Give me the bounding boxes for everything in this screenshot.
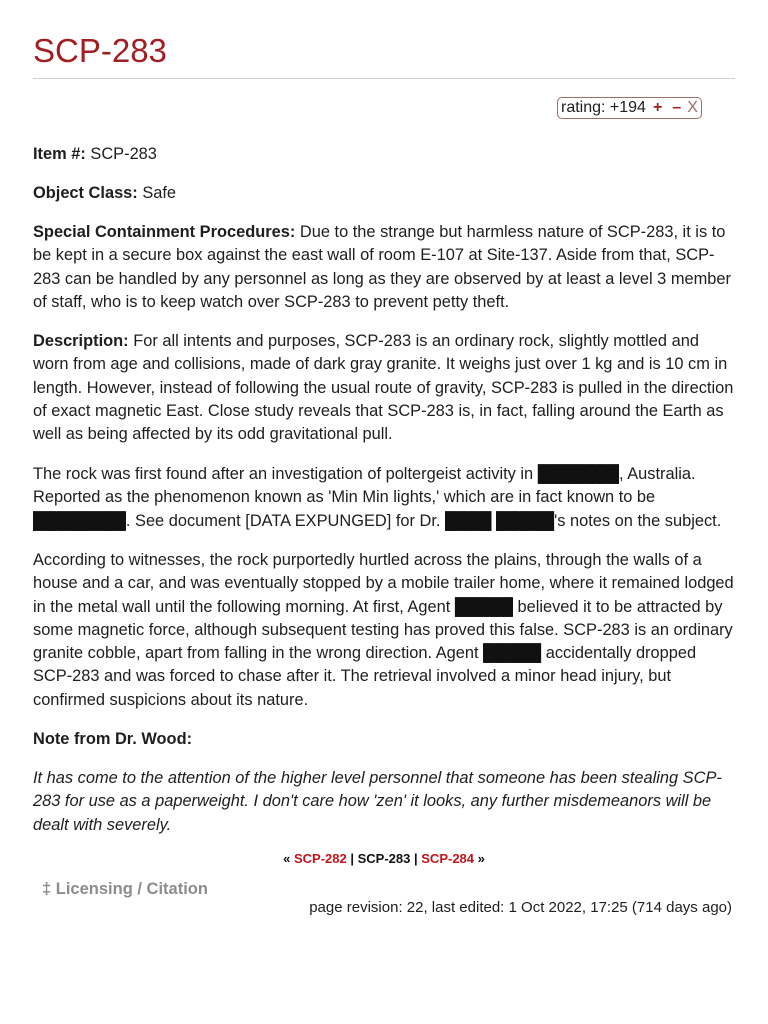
nav-separator: | (414, 851, 418, 866)
description-text: For all intents and purposes, SCP-283 is an ordinary rock, slightly mottled and worn from age and collisions, made of dark gray granite. It weighs just over 1 kg and is 10 cm in length. However, instead of following the usual route of gravity, SCP-283 is pulled in the direction of exact magnetic East. Close study reveals that SCP-283 is, in fact, falling around the Earth as well as being affected by its odd gravitational pull. (33, 332, 734, 444)
item-number-value: SCP-283 (90, 145, 157, 163)
description (33, 330, 735, 446)
containment-procedures (33, 221, 735, 314)
current-article: SCP-283 (357, 851, 411, 866)
redacted-doctor-last: █████ (496, 511, 555, 530)
discovery-paragraph (33, 463, 735, 533)
redacted-agent-2: █████ (483, 644, 542, 663)
containment-procedures-label: Special Containment Procedures: (33, 223, 296, 241)
discovery-text-5: 's notes on the subject. (554, 511, 722, 530)
page-title: SCP-283 (33, 32, 167, 69)
discovery-text-2: , Australia. Reported as the phenomenon known as 'Min Min lights,' which are in fact known to be (33, 465, 696, 507)
note-label: Note from Dr. Wood: (33, 730, 193, 748)
nav-separator: | (350, 851, 354, 866)
rating-label: rating: +194 (561, 99, 646, 116)
discovery-text-1: The rock was first found after an investigation of poltergeist activity in (33, 465, 538, 483)
object-class-line (33, 182, 735, 205)
item-number-line (33, 143, 735, 166)
item-number-label: Item #: (33, 145, 86, 163)
description-label: Description: (33, 332, 129, 350)
redacted-doctor-first: ████ (445, 511, 492, 530)
rate-up-button[interactable]: + (652, 99, 663, 116)
nav-open: « (283, 851, 291, 866)
witness-text-1: According to witnesses, the rock purportedly hurtled across the plains, through the walls of a house and a car, and was eventually stopped by a mobile trailer home, where it remained lodged in the metal wall until the following morning. At first, Agent (33, 551, 734, 616)
note-heading (33, 728, 735, 751)
containment-procedures-text: Due to the strange but harmless nature of SCP-283, it is to be kept in a secure box against the east wall of room E-107 at Site-137. Aside from that, SCP-283 can be handled by any personnel as long as they are observed by at least a level 3 member of staff, who is to keep watch over SCP-283 to prevent petty theft. (33, 223, 731, 311)
article-navigation (0, 851, 768, 866)
title-divider (33, 78, 735, 79)
note-text: It has come to the attention of the higher level personnel that someone has been stealing SCP-283 for use as a paperweight. I don't care how 'zen' it looks, any further misdemeanors will be dealt with severely. (33, 769, 722, 834)
redacted-agent-1: █████ (454, 597, 513, 616)
next-article-link[interactable]: SCP-284 (421, 851, 475, 866)
redacted-location: ███████ (537, 465, 620, 483)
discovery-text-3: . See document [DATA EXPUNGED] for Dr. (125, 511, 446, 530)
rate-cancel-button[interactable]: X (687, 99, 698, 116)
witness-text-2: believed it to be attracted by some magnetic force, although subsequent testing has proved this false. SCP-283 is an ordinary granite cobble, apart from falling in the wrong direction. Agent (33, 597, 733, 663)
rate-down-button[interactable]: – (672, 99, 682, 116)
redacted-phenomenon: ████████ (33, 511, 126, 530)
rating-widget (557, 97, 702, 119)
prev-article-link[interactable]: SCP-282 (293, 851, 347, 866)
witness-text-3: accidentally dropped SCP-283 and was forced to chase after it. The retrieval involved a minor head injury, but confirmed suspicions about its nature. (33, 644, 697, 709)
object-class-value: Safe (142, 184, 177, 202)
nav-close: » (477, 851, 485, 866)
page-revision-info: page revision: 22, last edited: 1 Oct 2022, 17:25 (714 days ago) (309, 899, 732, 916)
witness-paragraph (33, 549, 735, 712)
licensing-citation-toggle[interactable]: ‡ Licensing / Citation (42, 880, 208, 898)
object-class-label: Object Class: (33, 184, 138, 202)
